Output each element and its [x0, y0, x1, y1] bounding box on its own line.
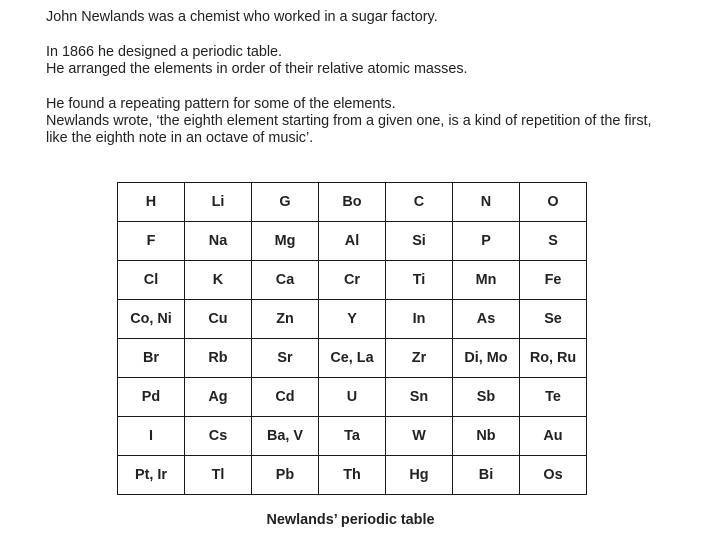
element-cell: O [520, 183, 587, 222]
element-cell: Bi [453, 456, 520, 495]
element-cell: Li [185, 183, 252, 222]
element-cell: Mg [252, 222, 319, 261]
element-cell: Fe [520, 261, 587, 300]
table-row [118, 339, 587, 378]
element-cell: Hg [386, 456, 453, 495]
element-cell: U [319, 378, 386, 417]
element-cell: Ca [252, 261, 319, 300]
table-row [118, 456, 587, 495]
text-line: He found a repeating pattern for some of the elements. [46, 96, 396, 112]
element-cell: Mn [453, 261, 520, 300]
element-cell: Bo [319, 183, 386, 222]
element-cell: Co, Ni [118, 300, 185, 339]
element-cell: Zr [386, 339, 453, 378]
element-cell: As [453, 300, 520, 339]
element-cell: S [520, 222, 587, 261]
text-line: like the eighth note in an octave of music’. [46, 130, 314, 146]
element-cell: Cl [118, 261, 185, 300]
table-row [118, 300, 587, 339]
element-cell: Au [520, 417, 587, 456]
element-cell: Ti [386, 261, 453, 300]
element-cell: N [453, 183, 520, 222]
element-cell: I [118, 417, 185, 456]
element-cell: Na [185, 222, 252, 261]
table-row [118, 222, 587, 261]
table-caption: Newlands’ periodic table [266, 512, 435, 528]
design-paragraph [46, 44, 468, 78]
element-cell: Di, Mo [453, 339, 520, 378]
text-line: He arranged the elements in order of their relative atomic masses. [46, 61, 468, 77]
element-cell: Ag [185, 378, 252, 417]
newlands-periodic-table [117, 182, 587, 495]
table-row [118, 417, 587, 456]
element-cell: F [118, 222, 185, 261]
table-row [118, 261, 587, 300]
intro-paragraph [46, 9, 438, 26]
table-row [118, 183, 587, 222]
element-cell: Th [319, 456, 386, 495]
element-cell: Te [520, 378, 587, 417]
element-cell: P [453, 222, 520, 261]
element-cell: Se [520, 300, 587, 339]
element-cell: Cs [185, 417, 252, 456]
element-cell: Sb [453, 378, 520, 417]
element-cell: Al [319, 222, 386, 261]
table-row [118, 378, 587, 417]
element-cell: In [386, 300, 453, 339]
element-cell: Si [386, 222, 453, 261]
element-cell: Sn [386, 378, 453, 417]
text-line: Newlands wrote, ‘the eighth element starting from a given one, is a kind of repetition of the first, [46, 113, 652, 129]
element-cell: Cu [185, 300, 252, 339]
element-cell: Br [118, 339, 185, 378]
element-cell: Pt, Ir [118, 456, 185, 495]
element-cell: Cr [319, 261, 386, 300]
element-cell: Nb [453, 417, 520, 456]
element-cell: C [386, 183, 453, 222]
element-cell: Ba, V [252, 417, 319, 456]
element-cell: Pb [252, 456, 319, 495]
element-cell: Ta [319, 417, 386, 456]
element-cell: Pd [118, 378, 185, 417]
element-cell: Os [520, 456, 587, 495]
element-cell: Zn [252, 300, 319, 339]
element-cell: Ce, La [319, 339, 386, 378]
element-cell: Sr [252, 339, 319, 378]
element-cell: W [386, 417, 453, 456]
element-cell: Ro, Ru [520, 339, 587, 378]
element-cell: Tl [185, 456, 252, 495]
element-cell: G [252, 183, 319, 222]
element-cell: Y [319, 300, 386, 339]
element-cell: Rb [185, 339, 252, 378]
element-cell: K [185, 261, 252, 300]
text-line: John Newlands was a chemist who worked in a sugar factory. [46, 9, 438, 25]
element-cell: Cd [252, 378, 319, 417]
text-line: In 1866 he designed a periodic table. [46, 44, 283, 60]
pattern-paragraph [46, 96, 652, 147]
element-cell: H [118, 183, 185, 222]
